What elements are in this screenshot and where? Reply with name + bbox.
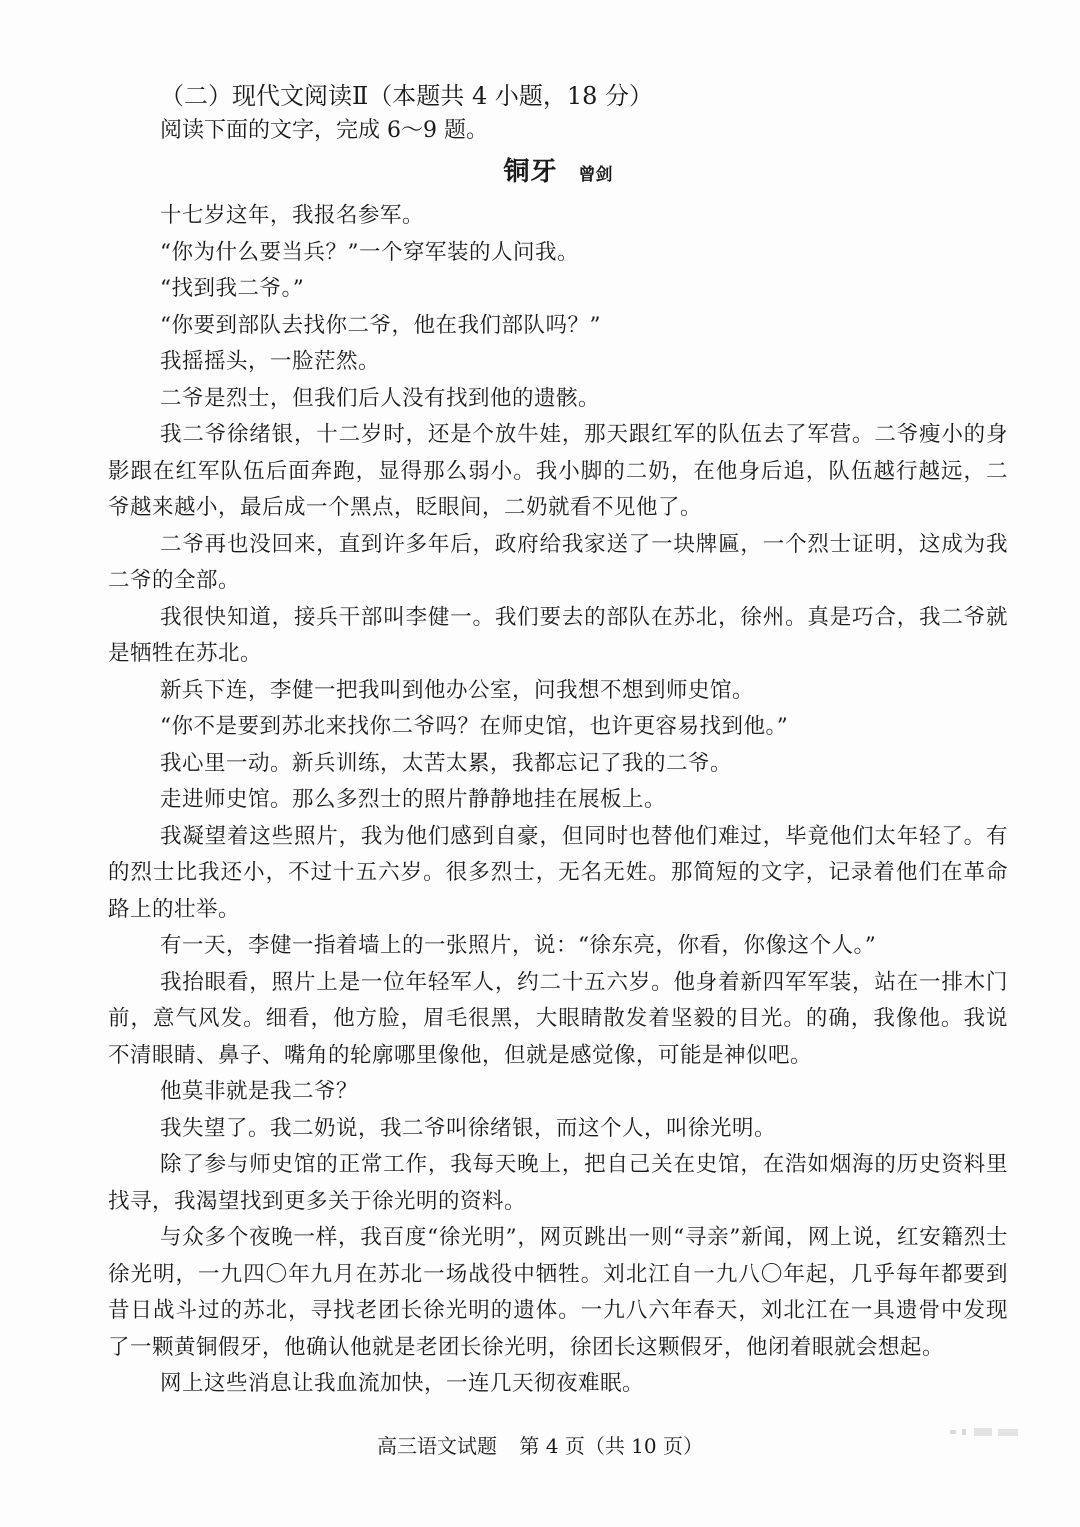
- paragraph: “你为什么要当兵？”一个穿军装的人问我。: [160, 239, 579, 265]
- paragraph: “你要到部队去找你二爷，他在我们部队吗？”: [160, 312, 601, 338]
- paragraph: 二爷是烈士，但我们后人没有找到他的遗骸。: [160, 385, 601, 411]
- reading-instruction: 阅读下面的文字，完成 6～9 题。: [160, 118, 488, 143]
- paragraph: 我很快知道，接兵干部叫李健一。我们要去的部队在苏北，徐州。真是巧合，我二爷就是牺牲在苏北。: [108, 604, 1008, 666]
- section-heading: （二）现代文阅读Ⅱ（本题共 4 小题，18 分）: [160, 82, 654, 110]
- paragraph: 我失望了。我二奶说，我二爷叫徐绪银，而这个人，叫徐光明。: [160, 1115, 777, 1141]
- paragraph: 二爷再也没回来，直到许多年后，政府给我家送了一块牌匾，一个烈士证明，这成为我二爷的全部。: [108, 531, 1008, 593]
- paragraph: 他莫非就是我二爷？: [160, 1079, 359, 1104]
- paragraph: 有一天，李健一指着墙上的一张照片，说：“徐东亮，你看，你像这个人。”: [160, 933, 877, 958]
- paragraph: “找到我二爷。”: [160, 276, 305, 301]
- article-author: 曾剑: [578, 165, 613, 185]
- page-footer: [0, 1430, 1080, 1459]
- article-title-line: [108, 152, 1008, 192]
- paragraph: 我凝望着这些照片，我为他们感到自豪，但同时也替他们难过，毕竟他们太年轻了。有的烈士比我还小，不过十五六岁。很多烈士，无名无姓。那简短的文字，记录着他们在革命路上的壮举。: [108, 823, 1008, 922]
- paragraph: 我心里一动。新兵训练，太苦太累，我都忘记了我的二爷。: [160, 750, 733, 776]
- article-title: 铜牙: [503, 157, 558, 187]
- paragraph: 走进师史馆。那么多烈士的照片静静地挂在展板上。: [160, 787, 667, 812]
- article-body: [108, 198, 1008, 1403]
- paragraph: 我抬眼看，照片上是一位年轻军人，约二十五六岁。他身着新四军军装，站在一排木门前，意气风发。细看，他方脸，眉毛很黑，大眼睛散发着坚毅的目光。的确，我像他。我说不清眼睛、鼻子、嘴角的轮廓哪里像他，但就是感觉像，可能是神似吧。: [108, 969, 1008, 1068]
- footer-page-number: 第 4 页（共 10 页）: [519, 1434, 703, 1458]
- scan-artifact-mark: [950, 1425, 1020, 1439]
- paragraph: 新兵下连，李健一把我叫到他办公室，问我想不想到师史馆。: [160, 677, 755, 703]
- paragraph: 除了参与师史馆的正常工作，我每天晚上，把自己关在史馆，在浩如烟海的历史资料里找寻，我渴望找到更多关于徐光明的资料。: [108, 1152, 1008, 1214]
- paragraph: 网上这些消息让我血流加快，一连几天彻夜难眠。: [160, 1371, 645, 1396]
- paragraph: “你不是要到苏北来找你二爷吗？在师史馆，也许更容易找到他。”: [160, 714, 789, 739]
- paragraph: 十七岁这年，我报名参军。: [160, 203, 425, 228]
- paragraph: 我摇摇头，一脸茫然。: [160, 349, 381, 374]
- page-content: [108, 78, 1008, 1403]
- paragraph: 与众多个夜晚一样，我百度“徐光明”，网页跳出一则“寻亲”新闻，网上说，红安籍烈士徐光明，一九四〇年九月在苏北一场战役中牺牲。刘北江自一九八〇年起，几乎每年都要到昔日战斗过的苏北，寻找老团长徐光明的遗体。一九八六年春天，刘北江在一具遗骨中发现了一颗黄铜假牙，他确认他就是老团长徐光明，徐团长这颗假牙，他闭着眼就会想起。: [108, 1225, 1008, 1360]
- footer-subject: 高三语文试题: [377, 1434, 498, 1458]
- paragraph: 我二爷徐绪银，十二岁时，还是个放牛娃，那天跟红军的队伍去了军营。二爷瘦小的身影跟在红军队伍后面奔跑，显得那么弱小。我小脚的二奶，在他身后追，队伍越行越远，二爷越来越小，最后成一个黑点，眨眼间，二奶就看不见他了。: [108, 422, 1008, 520]
